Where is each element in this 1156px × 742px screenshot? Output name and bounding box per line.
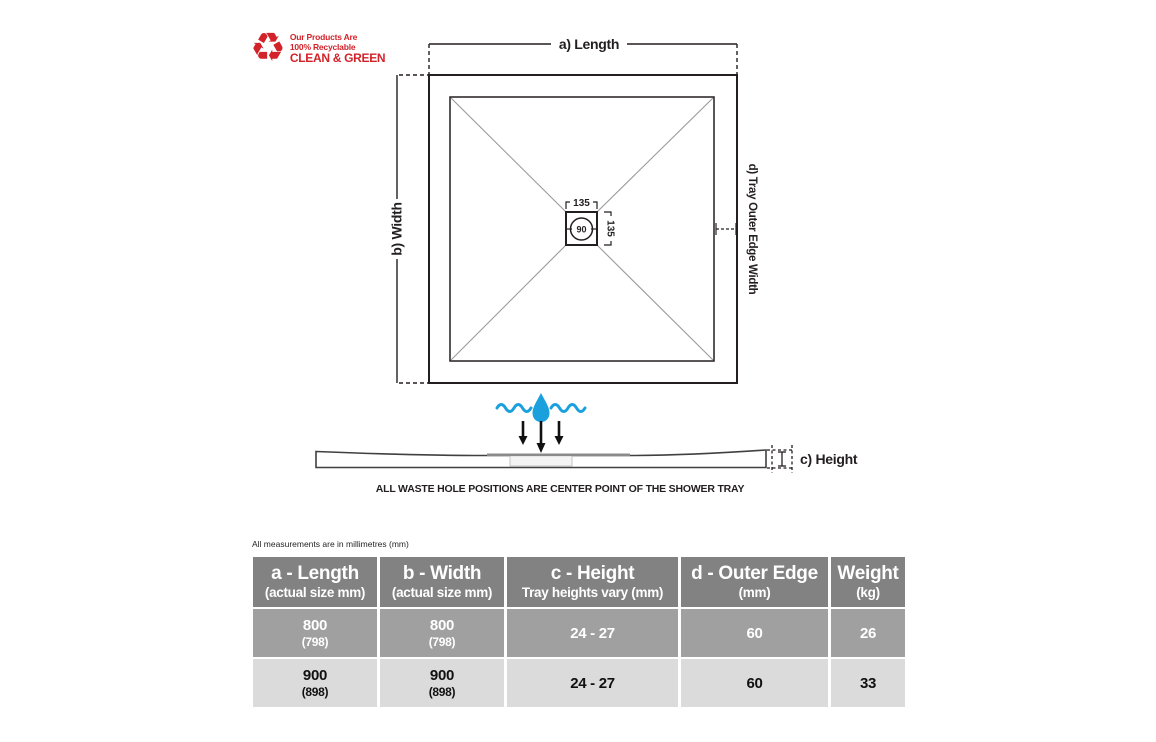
table-row-900-weight: 33 — [831, 659, 905, 707]
header-title: a - Length — [271, 563, 359, 584]
table-row-800-weight: 26 — [831, 609, 905, 657]
length-label: a) Length — [558, 36, 620, 52]
width-value: 800 — [429, 616, 455, 634]
length-value: 800 — [302, 616, 328, 634]
table-row-800-width — [380, 609, 504, 657]
water-drop-icon — [497, 393, 585, 422]
waste-diameter-value: 90 — [576, 224, 587, 235]
header-title: c - Height — [550, 563, 635, 584]
table-row-800-outer-edge: 60 — [681, 609, 828, 657]
header-title: Weight — [837, 563, 899, 584]
header-title: b - Width — [402, 563, 482, 584]
length-value: 900 — [302, 666, 328, 684]
width-label: b) Width — [388, 202, 405, 256]
waste-hole-caption: ALL WASTE HOLE POSITIONS ARE CENTER POINT OF THE SHOWER TRAY — [375, 483, 745, 495]
table-row-800-length — [253, 609, 377, 657]
header-d-outer-edge — [681, 557, 828, 607]
table-row-900-outer-edge: 60 — [681, 659, 828, 707]
badge-line-1: Our Products Are — [289, 31, 358, 42]
table-row-900-height: 24 - 27 — [507, 659, 678, 707]
badge-line-2: 100% Recyclable — [289, 41, 356, 52]
header-subtitle: (actual size mm) — [391, 585, 493, 600]
tray-top-view — [429, 75, 737, 383]
waste-depth-value: 135 — [604, 220, 616, 237]
header-c-height — [507, 557, 678, 607]
length-actual: (898) — [301, 684, 329, 699]
recycle-icon: ♻ — [250, 26, 286, 70]
length-actual: (798) — [301, 634, 329, 649]
badge-line-3: CLEAN & GREEN — [289, 50, 386, 65]
spec-table — [253, 557, 905, 707]
table-row-800-height: 24 - 27 — [507, 609, 678, 657]
header-subtitle: (mm) — [738, 585, 771, 600]
header-weight — [831, 557, 905, 607]
header-b-width — [380, 557, 504, 607]
width-actual: (798) — [428, 634, 456, 649]
outer-edge-label: d) Tray Outer Edge Width — [746, 163, 758, 295]
table-row-900-length — [253, 659, 377, 707]
header-title: d - Outer Edge — [691, 563, 818, 584]
measurements-note: All measurements are in millimetres (mm) — [252, 539, 409, 549]
height-label: c) Height — [800, 451, 858, 467]
width-value: 900 — [429, 666, 455, 684]
height-dimension — [767, 445, 793, 473]
header-a-length — [253, 557, 377, 607]
table-row-900-width — [380, 659, 504, 707]
width-actual: (898) — [428, 684, 456, 699]
waste-width-value: 135 — [573, 198, 590, 209]
header-subtitle: (actual size mm) — [264, 585, 366, 600]
header-subtitle: (kg) — [856, 585, 880, 600]
flow-arrows — [519, 421, 564, 453]
header-subtitle: Tray heights vary (mm) — [521, 585, 664, 600]
